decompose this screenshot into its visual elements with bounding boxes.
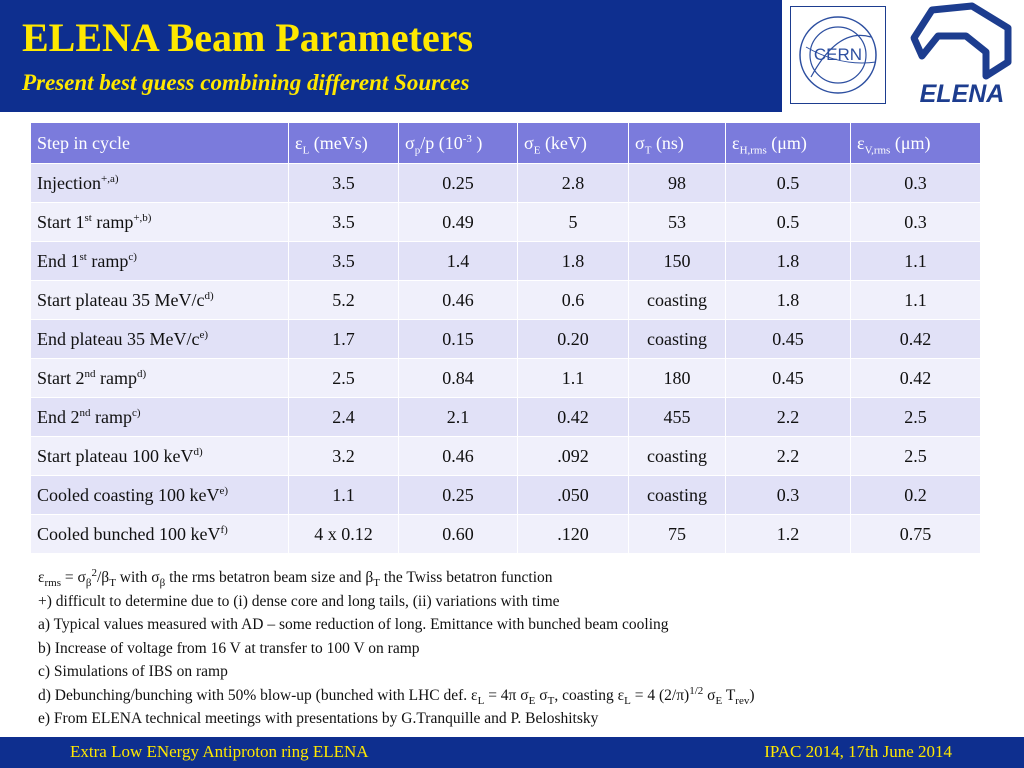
value-cell: 0.25 — [399, 164, 518, 203]
elena-logo-text: ELENA — [919, 80, 1005, 108]
cern-logo — [790, 6, 886, 104]
col-header-eps-h: $\varepsilon_{H,rms}$ (μm) — [726, 123, 851, 164]
value-cell: 75 — [629, 515, 726, 554]
value-cell: 0.5 — [726, 203, 851, 242]
col-header-step: Step in cycle — [31, 123, 289, 164]
col-header-sigma-p: $\sigma_p/p$ ($10^{-3}$ ) — [399, 123, 518, 164]
value-cell: 5 — [518, 203, 629, 242]
value-cell: 0.3 — [851, 203, 981, 242]
logo-area — [782, 0, 1024, 112]
value-cell: 53 — [629, 203, 726, 242]
table-header-row — [31, 123, 981, 164]
value-cell: 0.3 — [726, 476, 851, 515]
value-cell: coasting — [629, 437, 726, 476]
cern-logo-text: CERN — [813, 45, 863, 64]
value-cell: coasting — [629, 281, 726, 320]
footnote-e: e) From ELENA technical meetings with presentations by G.Tranquille and P. Beloshitsky — [38, 710, 599, 727]
table-row — [31, 476, 981, 515]
value-cell: 1.8 — [726, 281, 851, 320]
table-row — [31, 398, 981, 437]
value-cell: 0.2 — [851, 476, 981, 515]
step-cell: Cooled coasting 100 keV$^{e)}$ — [31, 476, 289, 515]
page-title: ELENA Beam Parameters — [22, 15, 474, 60]
value-cell: 2.1 — [399, 398, 518, 437]
value-cell: coasting — [629, 476, 726, 515]
step-cell: End 2nd ramp$^{c)}$ — [31, 398, 289, 437]
value-cell: 5.2 — [289, 281, 399, 320]
title-bar — [0, 0, 782, 112]
footer-right-text: IPAC 2014, 17th June 2014 — [764, 742, 952, 761]
footnote-b: b) Increase of voltage from 16 V at transfer to 100 V on ramp — [38, 639, 420, 657]
step-cell: Start 1st ramp$^{+,b)}$ — [31, 203, 289, 242]
value-cell: 0.6 — [518, 281, 629, 320]
footnote-plus: +) difficult to determine due to (i) dense core and long tails, (ii) variations with time — [38, 592, 560, 610]
value-cell: 0.49 — [399, 203, 518, 242]
table-row — [31, 359, 981, 398]
step-cell: Injection$^{+,a)}$ — [31, 164, 289, 203]
value-cell: 2.2 — [726, 398, 851, 437]
value-cell: 2.5 — [851, 398, 981, 437]
value-cell: 98 — [629, 164, 726, 203]
value-cell: .120 — [518, 515, 629, 554]
value-cell: coasting — [629, 320, 726, 359]
value-cell: 455 — [629, 398, 726, 437]
value-cell: 2.5 — [289, 359, 399, 398]
beam-parameter-table-wrap — [30, 122, 980, 554]
value-cell: 2.8 — [518, 164, 629, 203]
value-cell: 0.15 — [399, 320, 518, 359]
value-cell: 0.5 — [726, 164, 851, 203]
value-cell: 150 — [629, 242, 726, 281]
value-cell: 1.2 — [726, 515, 851, 554]
value-cell: 3.5 — [289, 164, 399, 203]
footer-bar — [0, 737, 1024, 768]
step-cell: End 1st ramp$^{c)}$ — [31, 242, 289, 281]
value-cell: 0.46 — [399, 281, 518, 320]
value-cell: 0.46 — [399, 437, 518, 476]
value-cell: 1.7 — [289, 320, 399, 359]
value-cell: 1.4 — [399, 242, 518, 281]
footnote-rms-definition: $\varepsilon_{rms} = \sigma_\beta^2/\beta_T$ with $\sigma_\beta$ the rms betatron beam size and $\beta_T$ the Twiss betatron function — [38, 566, 553, 590]
value-cell: 2.5 — [851, 437, 981, 476]
value-cell: 0.20 — [518, 320, 629, 359]
value-cell: 0.60 — [399, 515, 518, 554]
col-header-sigma-t: $\sigma_T$ (ns) — [629, 123, 726, 164]
table-row — [31, 320, 981, 359]
value-cell: 3.2 — [289, 437, 399, 476]
table-row — [31, 203, 981, 242]
value-cell: 0.84 — [399, 359, 518, 398]
value-cell: 1.8 — [518, 242, 629, 281]
value-cell: .092 — [518, 437, 629, 476]
value-cell: 1.1 — [851, 281, 981, 320]
page-subtitle: Present best guess combining different Sources — [22, 70, 470, 95]
footer-left-text: Extra Low ENergy Antiproton ring ELENA — [70, 742, 369, 761]
value-cell: 0.75 — [851, 515, 981, 554]
value-cell: 180 — [629, 359, 726, 398]
step-cell: End plateau 35 MeV/$c^{e)}$ — [31, 320, 289, 359]
table-row — [31, 437, 981, 476]
value-cell: 1.8 — [726, 242, 851, 281]
table-row — [31, 164, 981, 203]
value-cell: 1.1 — [851, 242, 981, 281]
value-cell: 0.25 — [399, 476, 518, 515]
step-cell: Start 2nd ramp$^{d)}$ — [31, 359, 289, 398]
step-cell: Cooled bunched 100 keV$^{f)}$ — [31, 515, 289, 554]
value-cell: 2.2 — [726, 437, 851, 476]
value-cell: 3.5 — [289, 203, 399, 242]
value-cell: 0.42 — [851, 320, 981, 359]
value-cell: 2.4 — [289, 398, 399, 437]
value-cell: 0.42 — [851, 359, 981, 398]
value-cell: 4 x 0.12 — [289, 515, 399, 554]
value-cell: 0.45 — [726, 320, 851, 359]
beam-parameter-table — [30, 122, 981, 554]
value-cell: 1.1 — [289, 476, 399, 515]
table-row — [31, 242, 981, 281]
value-cell: 0.42 — [518, 398, 629, 437]
col-header-eps-v: $\varepsilon_{V,rms}$ (μm) — [851, 123, 981, 164]
table-row — [31, 281, 981, 320]
table-row — [31, 515, 981, 554]
footnotes — [38, 566, 755, 731]
footnote-a: a) Typical values measured with AD – some reduction of long. Emittance with bunched beam cooling — [38, 616, 669, 633]
col-header-eps-l: $\varepsilon_L$ (meVs) — [289, 123, 399, 164]
elena-logo — [904, 2, 1020, 108]
value-cell: 0.3 — [851, 164, 981, 203]
value-cell: 0.45 — [726, 359, 851, 398]
step-cell: Start plateau 35 MeV/$c^{d)}$ — [31, 281, 289, 320]
footnote-c: c) Simulations of IBS on ramp — [38, 663, 228, 680]
footnote-d: d) Debunching/bunching with 50% blow-up (bunched with LHC def. $\varepsilon_L = 4\pi$ $\sigma_E$ $\sigma_T$, coasting $\varepsilon_L = 4$ $(2/\pi)^{1/2}$ $\sigma_E$ $T_{rev}$) — [38, 684, 755, 707]
value-cell: .050 — [518, 476, 629, 515]
step-cell: Start plateau 100 keV$^{d)}$ — [31, 437, 289, 476]
col-header-sigma-e: $\sigma_E$ (keV) — [518, 123, 629, 164]
value-cell: 1.1 — [518, 359, 629, 398]
value-cell: 3.5 — [289, 242, 399, 281]
